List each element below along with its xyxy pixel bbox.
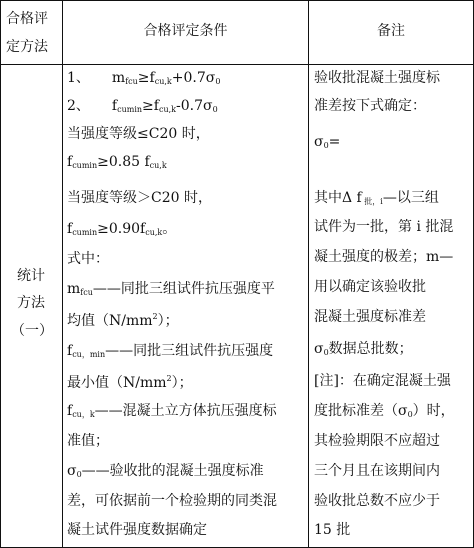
note-line-1: 验收批混凝土强度标 <box>314 70 440 86</box>
note-line-2: 准差按下式确定： <box>314 98 426 114</box>
note-line-3: $\sigma_0=$ <box>314 134 341 150</box>
method-label-line2: 方法 <box>17 295 45 311</box>
condition-line-7: 式中： <box>67 251 109 267</box>
condition-line-11: 最小值$(N/mm^2)$； <box>67 374 193 391</box>
note-line-8: 混凝土强度标准差 <box>314 309 426 325</box>
note-line-11: 度批标准差$(\sigma_0)$时， <box>314 403 455 419</box>
note-line-7: 用以确定该验收批 <box>314 279 426 295</box>
table-border-left <box>0 0 1 548</box>
method-label-line1: 统计 <box>17 268 45 284</box>
condition-line-14: $\sigma_0——$验收批的混凝土强度标准 <box>67 463 264 479</box>
note-line-12: 其检验期限不应超过 <box>314 433 440 449</box>
method-label-line3: （一） <box>11 323 53 339</box>
note-line-4: 其中Δ f $_{批,i}$—以三组 <box>314 190 439 206</box>
header-method-line1: 合格评 <box>6 11 48 27</box>
note-line-5: 试件为一批，第 i 批混 <box>314 219 454 235</box>
condition-line-3: 当强度等级≤C20 时， <box>67 126 210 142</box>
header-notes: 备注 <box>377 23 405 39</box>
note-line-6: 凝土强度的极差；m— <box>314 249 454 265</box>
note-line-15: 15 批 <box>314 522 351 538</box>
condition-line-13: 准值； <box>67 433 109 449</box>
condition-line-15: 差，可依据前一个检验期的同类混 <box>67 493 277 509</box>
condition-line-4: $f_{cumin}\ge 0.85$ $f_{cu,k}$ <box>67 154 167 170</box>
note-line-14: 验收批总数不应少于 <box>314 493 440 509</box>
condition-line-12: $f_{cu,k}——$混凝土立方体抗压强度标 <box>67 403 277 419</box>
note-line-13: 三个月且在该期间内 <box>314 463 440 479</box>
condition-2: 2、 $f_{cumin}\ge f_{cu,k}-0.7\sigma_0$ <box>67 98 218 114</box>
condition-1: 1、 $m_{fcu}\ge f_{cu,k}+0.7\sigma_0$ <box>67 70 221 86</box>
condition-line-16: 凝土试件强度数据确定 <box>67 522 207 538</box>
header-conditions: 合格评定条件 <box>143 23 228 39</box>
table-border-top <box>0 0 474 1</box>
condition-line-10: $f_{cu,min}——$同批三组试件抗压强度 <box>67 343 274 359</box>
note-line-9: $\sigma_0$数据总批数； <box>314 341 413 357</box>
column-divider-2 <box>308 0 309 548</box>
condition-line-5: 当强度等级＞C20 时， <box>67 190 212 206</box>
header-method-line2: 定方法 <box>6 39 48 55</box>
column-divider-1 <box>62 0 63 548</box>
condition-line-6: $f_{cumin}\ge 0.90f_{cu,k}$。 <box>67 221 177 237</box>
condition-line-8: $m_{fcu}——$同批三组试件抗压强度平 <box>67 281 275 297</box>
table-border-header-bottom <box>0 64 474 65</box>
condition-line-9: 均值$(N/mm^2)$； <box>67 312 179 329</box>
note-line-10: [注]：在确定混凝土强 <box>314 373 451 389</box>
